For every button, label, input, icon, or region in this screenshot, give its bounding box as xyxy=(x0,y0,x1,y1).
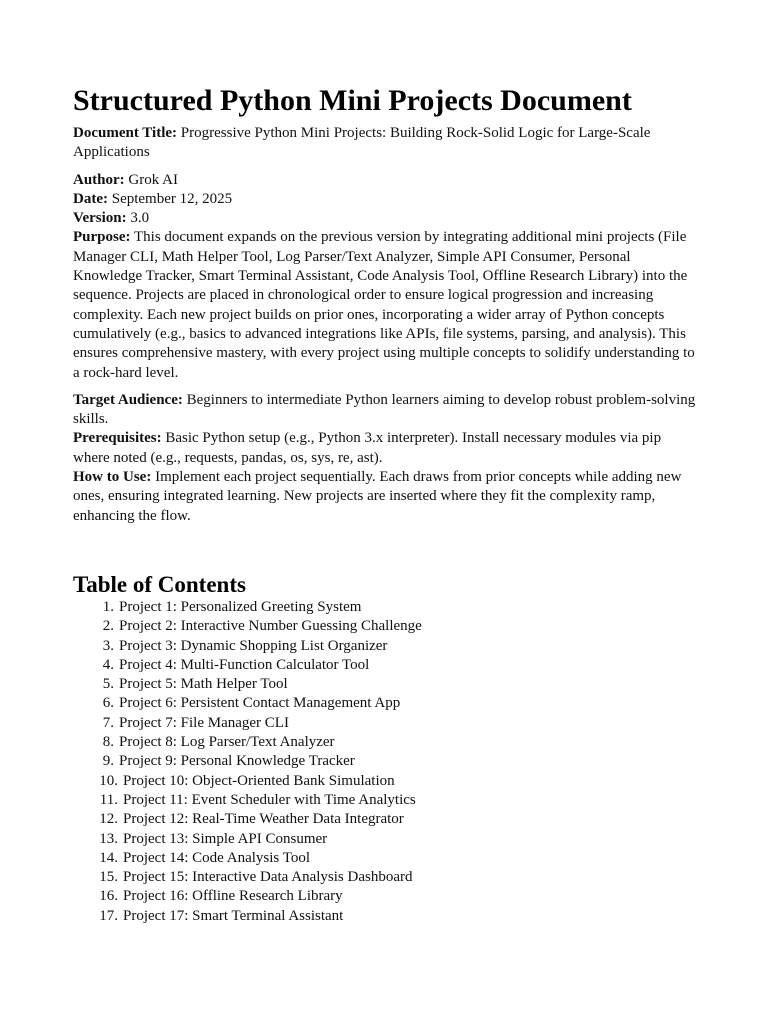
toc-item-label: Project 4: Multi-Function Calculator Tool xyxy=(119,656,370,673)
toc-item-number: 3. xyxy=(102,637,114,654)
toc-item xyxy=(73,868,699,887)
toc-item-number: 8. xyxy=(102,734,114,751)
document-heading: Structured Python Mini Projects Document xyxy=(73,84,632,117)
meta-author xyxy=(73,171,699,190)
meta-value: Implement each project sequentially. Each draws from prior concepts while adding new ones, ensuring integrated learning. New projects are inserted where they fit the complexity ramp, enhancing the flow. xyxy=(73,469,682,524)
toc-item-number: 11. xyxy=(99,791,118,808)
meta-version xyxy=(73,209,699,228)
toc-item xyxy=(73,810,699,829)
toc-item xyxy=(73,656,699,675)
meta-how-to-use xyxy=(73,468,699,526)
toc-item xyxy=(73,849,699,868)
meta-label: How to Use: xyxy=(73,469,152,486)
toc-item-label: Project 3: Dynamic Shopping List Organizer xyxy=(119,637,388,654)
toc-item xyxy=(73,675,699,694)
meta-document-title xyxy=(73,124,699,163)
toc-item-number: 15. xyxy=(99,869,118,886)
toc-item-label: Project 9: Personal Knowledge Tracker xyxy=(119,753,355,770)
document-page xyxy=(73,84,699,926)
meta-target-audience xyxy=(73,391,699,430)
meta-label: Prerequisites: xyxy=(73,430,162,447)
toc-item xyxy=(73,791,699,810)
toc-item xyxy=(73,694,699,713)
meta-label: Document Title: xyxy=(73,125,178,141)
toc-item-number: 5. xyxy=(102,676,114,693)
toc-heading: Table of Contents xyxy=(73,571,246,597)
toc-item-label: Project 11: Event Scheduler with Time Analytics xyxy=(123,791,416,808)
meta-value: Grok AI xyxy=(128,171,178,188)
meta-value: Basic Python setup (e.g., Python 3.x interpreter). Install necessary modules via pip where noted (e.g., requests, pandas, os, sys, re, ast). xyxy=(73,430,662,466)
meta-value: September 12, 2025 xyxy=(111,190,233,207)
meta-label: Author: xyxy=(73,171,125,188)
toc-item-number: 12. xyxy=(99,811,118,828)
meta-value: Beginners to intermediate Python learners aiming to develop robust problem-solving skills. xyxy=(73,391,696,428)
toc-item-number: 13. xyxy=(99,830,118,847)
meta-value: 3.0 xyxy=(130,210,150,227)
toc-item-label: Project 16: Offline Research Library xyxy=(123,888,343,905)
toc-item-number: 14. xyxy=(99,849,118,866)
meta-prerequisites xyxy=(73,429,699,468)
meta-value: Progressive Python Mini Projects: Building Rock-Solid Logic for Large-Scale Applications xyxy=(73,125,651,161)
toc-item xyxy=(73,772,699,791)
toc-item-label: Project 15: Interactive Data Analysis Dashboard xyxy=(123,869,413,886)
meta-label: Target Audience: xyxy=(73,391,183,408)
meta-label: Version: xyxy=(73,210,127,227)
toc-item-number: 9. xyxy=(102,753,114,770)
toc-item-label: Project 13: Simple API Consumer xyxy=(123,830,328,847)
toc-item-number: 4. xyxy=(102,656,114,673)
toc-item-number: 2. xyxy=(102,618,114,635)
meta-label: Date: xyxy=(73,190,108,207)
toc-item xyxy=(73,830,699,849)
table-of-contents xyxy=(73,598,699,926)
toc-item xyxy=(73,887,699,906)
toc-item xyxy=(73,714,699,733)
toc-item-label: Project 8: Log Parser/Text Analyzer xyxy=(119,734,335,751)
toc-item xyxy=(73,617,699,636)
toc-item-label: Project 2: Interactive Number Guessing Challenge xyxy=(119,618,422,635)
toc-item-number: 7. xyxy=(102,714,114,731)
toc-item-label: Project 6: Persistent Contact Management App xyxy=(119,695,401,712)
toc-item-label: Project 14: Code Analysis Tool xyxy=(123,849,311,866)
toc-item-number: 6. xyxy=(102,695,114,712)
meta-value: This document expands on the previous version by integrating additional mini projects (File Manager CLI, Math Helper Tool, Log Parser/Text Analyzer, Simple API Consumer, Personal Knowledge Tracker, Smart Terminal Assistant, Code Analysis Tool, Offline Research Library) into the sequence. Projects are placed in chronological order to ensure logical progression and increasing complexity. Each new project builds on prior ones, incorporating a wider array of Python concepts cumulatively (e.g., basics to advanced integrations like APIs, file systems, parsing, and analysis). This ensures comprehensive mastery, with every project using multiple concepts to solidify understanding to a rock-hard level. xyxy=(73,229,695,381)
meta-label: Purpose: xyxy=(73,229,131,246)
toc-item xyxy=(73,752,699,771)
meta-purpose xyxy=(73,228,699,382)
document-metadata xyxy=(73,124,699,526)
toc-item xyxy=(73,733,699,752)
toc-item-label: Project 7: File Manager CLI xyxy=(119,714,289,731)
toc-item xyxy=(73,907,699,926)
toc-item xyxy=(73,637,699,656)
toc-item-label: Project 5: Math Helper Tool xyxy=(119,676,288,693)
toc-item-number: 10. xyxy=(99,772,118,789)
toc-item-number: 17. xyxy=(99,907,118,924)
toc-item-label: Project 17: Smart Terminal Assistant xyxy=(123,907,344,924)
toc-item-label: Project 1: Personalized Greeting System xyxy=(119,598,362,615)
toc-item-number: 1. xyxy=(102,598,114,615)
toc-item-number: 16. xyxy=(99,888,118,905)
meta-date xyxy=(73,190,699,209)
toc-item-label: Project 12: Real-Time Weather Data Integrator xyxy=(123,811,404,828)
toc-item xyxy=(73,598,699,617)
toc-item-label: Project 10: Object-Oriented Bank Simulation xyxy=(123,772,395,789)
